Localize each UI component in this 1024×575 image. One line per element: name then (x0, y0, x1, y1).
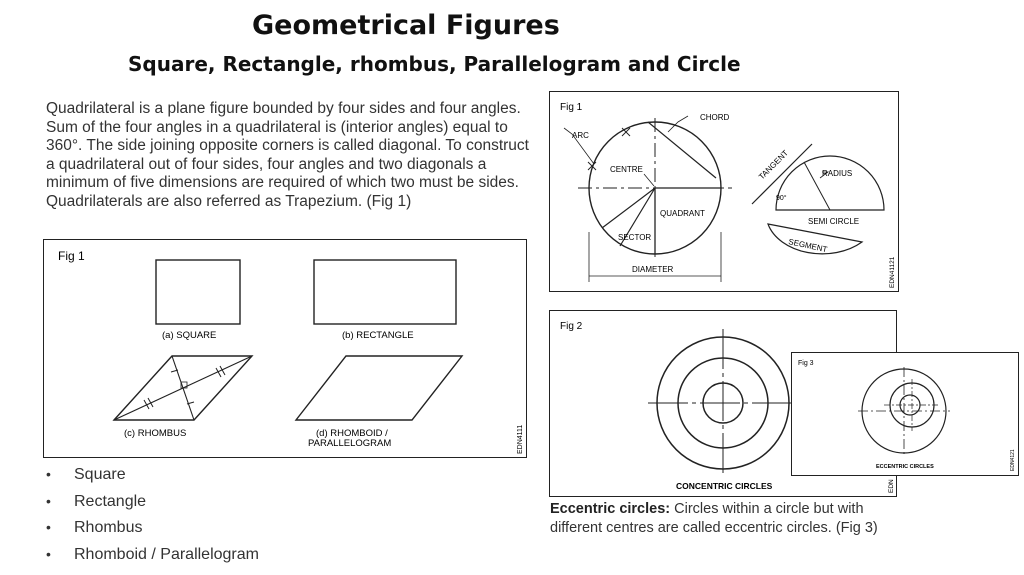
square-shape (156, 260, 240, 324)
parallelogram-shape (296, 356, 462, 420)
fig-label: Fig 3 (798, 360, 814, 367)
parallelogram-label: PARALLELOGRAM (308, 438, 392, 449)
semi-circle-label: SEMI CIRCLE (808, 217, 860, 226)
rhombus-label: (c) RHOMBUS (124, 428, 187, 439)
eccentric-diagram (792, 353, 1018, 475)
radius-label: RADIUS (822, 169, 853, 178)
shape-list (46, 461, 259, 567)
list-item: • Rectangle (46, 488, 259, 515)
bullet-icon: • (46, 545, 51, 562)
eccentric-definition-text: Circles within a circle but with different centres are called eccentric circles. (Fig 3) (550, 501, 878, 536)
list-item: • Rhomboid / Parallelogram (46, 541, 259, 568)
eccentric-term: Eccentric circles: (550, 501, 671, 517)
intro-paragraph: Quadrilateral is a plane figure bounded by four sides and four angles. Sum of the four angles in a quadrilateral is (interior angles) equal to 360°. The side joining opposite corners is called diagonal. To construct a quadrilateral out of four sides, four angles and two diagonals a minimum of five dimensions are required of which two must be sides. Quadrilaterals are also referred as Trapezium. (Fig 1) (46, 100, 529, 210)
figure-code: EDN4121 (1010, 449, 1016, 471)
eccentric-definition (550, 500, 910, 538)
angle-label: 90° (776, 195, 787, 202)
sector-label: SECTOR (618, 233, 652, 242)
centre-leader (644, 174, 654, 186)
figure-code: EDN4111 (517, 424, 524, 454)
rectangle-shape (314, 260, 456, 324)
figure-code: EDN (888, 479, 895, 493)
list-item: • Square (46, 461, 259, 488)
bullet-icon: • (46, 466, 51, 482)
segment-label: SEGMENT (787, 237, 829, 255)
quadrant-label: QUADRANT (660, 209, 705, 218)
square-label: (a) SQUARE (162, 330, 217, 341)
circle-parts-figure (549, 91, 899, 292)
rhomboid-label: (d) RHOMBOID / (316, 428, 388, 439)
eccentric-caption: ECCENTRIC CIRCLES (876, 464, 934, 470)
figure-code: EDN41121 (889, 256, 896, 288)
page-subtitle: Square, Rectangle, rhombus, Parallelogram and Circle (128, 52, 741, 76)
bullet-icon: • (46, 519, 51, 535)
quadrilateral-diagram (44, 240, 526, 457)
centre-label: CENTRE (610, 165, 643, 174)
arc-label: ARC (572, 131, 589, 140)
list-item: • Rhombus (46, 514, 259, 541)
chord-line (648, 122, 716, 178)
fig-label: Fig 1 (560, 102, 583, 113)
diameter-label: DIAMETER (632, 265, 674, 274)
concentric-caption: CONCENTRIC CIRCLES (676, 481, 773, 491)
sector-radius (602, 188, 655, 228)
chord-label: CHORD (700, 113, 730, 122)
bullet-icon: • (46, 492, 51, 509)
circle-parts-diagram (550, 92, 898, 291)
fig-label: Fig 1 (58, 249, 85, 263)
fig-label: Fig 2 (560, 321, 583, 332)
eccentric-figure (791, 352, 1019, 476)
quadrilateral-figure (43, 239, 527, 458)
tangent-label: TANGENT (757, 148, 791, 182)
page-title: Geometrical Figures (252, 10, 560, 41)
rectangle-label: (b) RECTANGLE (342, 330, 414, 341)
